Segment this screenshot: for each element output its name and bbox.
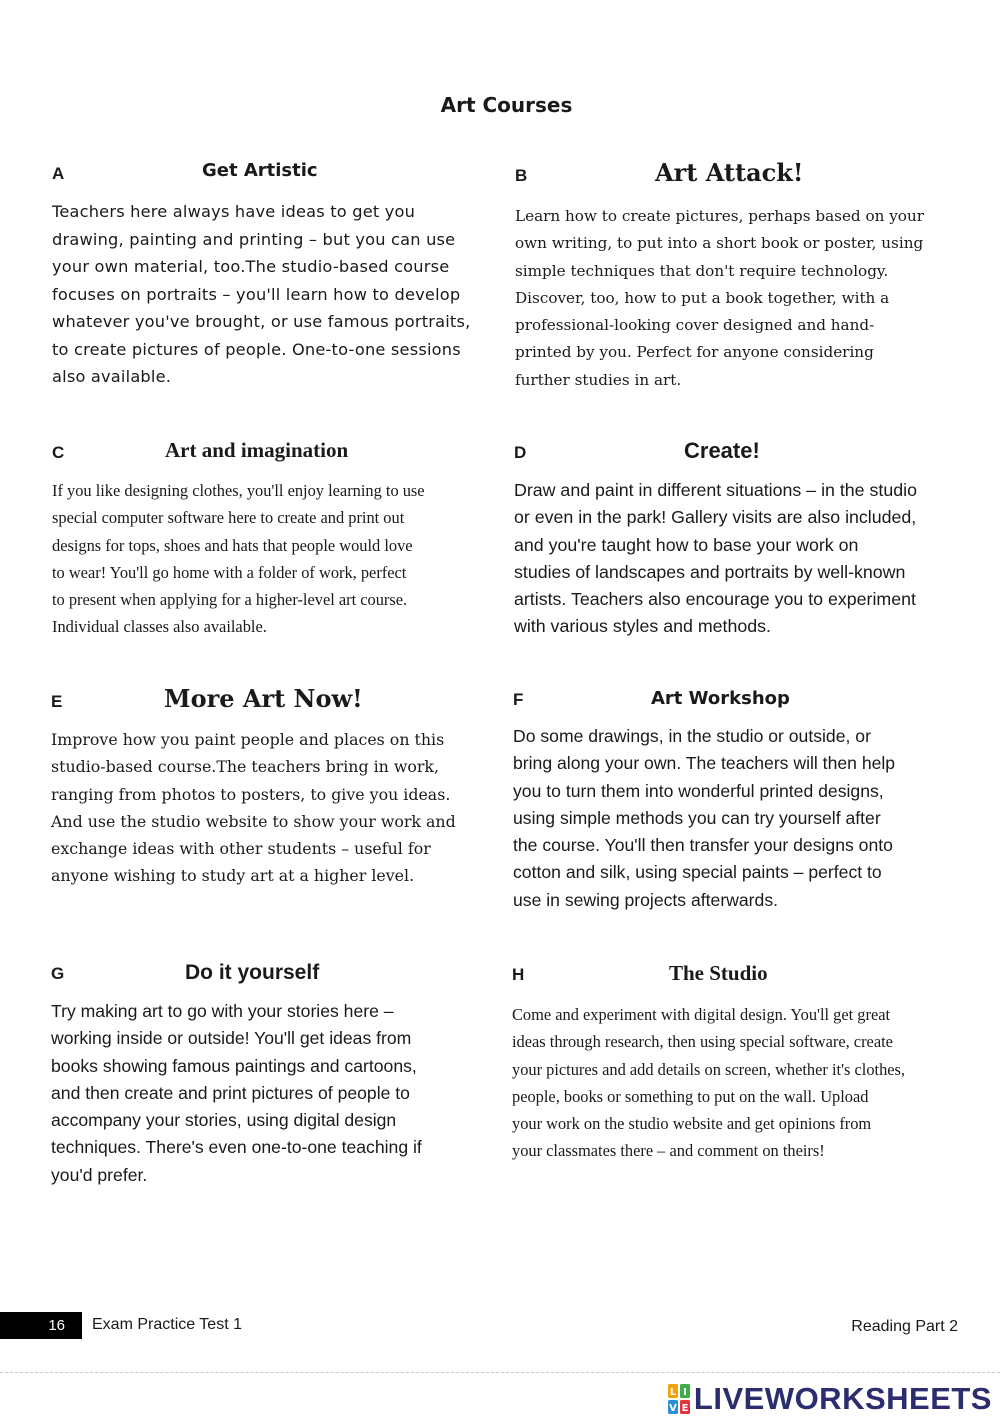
course-title: More Art Now! (164, 684, 363, 713)
description-line: Come and experiment with digital design. You'll get great (512, 1005, 891, 1024)
description-line: anyone wishing to study art at a higher level. (51, 866, 415, 886)
description-line: to wear! You'll go home with a folder of work, perfect (52, 562, 407, 582)
description-line: your pictures and add details on screen, whether it's clothes, (512, 1059, 906, 1079)
description-line: you to turn them into wonderful printed designs, (513, 780, 884, 801)
course-description (514, 477, 944, 641)
description-line: simple techniques that don't require technology. (515, 261, 889, 280)
description-line: using simple methods you can try yourself after (513, 807, 881, 828)
course-header (513, 686, 943, 726)
description-line: Draw and paint in different situations – in the studio (514, 480, 917, 500)
course-b (515, 158, 945, 394)
description-line: studio-based course.The teachers bring in work, (51, 757, 440, 777)
description-line: professional-looking cover designed and hand- (515, 316, 875, 335)
description-line: exchange ideas with other students – useful for (51, 839, 431, 859)
description-line: accompany your stories, using digital design (51, 1110, 397, 1131)
footer-divider (0, 1372, 1000, 1373)
course-title: Art and imagination (165, 438, 349, 462)
description-line: with various styles and methods. (514, 616, 771, 637)
description-line: Teachers here always have ideas to get you (52, 202, 416, 221)
course-d (514, 437, 944, 641)
description-line: designs for tops, shoes and hats that people would love (52, 535, 413, 555)
liveworksheets-logo-icon (668, 1384, 690, 1414)
course-letter: G (51, 964, 65, 983)
description-line: studies of landscapes and portraits by well-known (514, 561, 906, 582)
svg-text:L: L (669, 1387, 677, 1398)
description-line: people, books or something to put on the wall. Upload (512, 1086, 869, 1106)
description-line: ideas through research, then using special software, create (512, 1032, 893, 1052)
course-letter: A (52, 164, 65, 183)
course-h (512, 959, 942, 1165)
course-letter: F (513, 690, 524, 709)
description-line: cotton and silk, using special paints – perfect to (513, 862, 882, 883)
course-description (512, 1001, 942, 1165)
description-line: and you're taught how to base your work on (514, 534, 859, 555)
description-line: Individual classes also available. (52, 617, 267, 637)
description-line: ranging from photos to posters, to give you ideas. (51, 784, 451, 804)
footer-section-label: Reading Part 2 (851, 1318, 958, 1335)
description-line: Discover, too, how to put a book together, with a (515, 288, 890, 307)
course-title: Art Attack! (655, 158, 804, 187)
svg-text:E: E (681, 1403, 689, 1414)
description-line: and then create and print pictures of people to (51, 1082, 410, 1103)
svg-text:I: I (683, 1387, 687, 1398)
course-letter: E (51, 692, 63, 711)
course-title: Art Workshop (651, 688, 790, 709)
description-line: And use the studio website to show your work and (51, 811, 456, 831)
course-header (51, 958, 481, 998)
description-line: drawing, painting and printing – but you can use (52, 229, 456, 249)
description-line: artists. Teachers also encourage you to experiment (514, 589, 916, 610)
course-description (51, 998, 481, 1189)
footer-page-number: 16 (0, 1312, 82, 1339)
svg-text:V: V (669, 1403, 677, 1414)
description-line: working inside or outside! You'll get ideas from (51, 1028, 412, 1049)
course-header (512, 959, 942, 999)
course-title: Do it yourself (185, 961, 320, 984)
description-line: books showing famous paintings and cartoons, (51, 1055, 417, 1076)
course-letter: B (515, 166, 528, 185)
course-header (52, 437, 482, 477)
course-header (52, 158, 482, 198)
description-line: own writing, to put into a short book or poster, using (515, 234, 924, 253)
description-line: Improve how you paint people and places on this (51, 730, 445, 749)
course-letter: H (512, 965, 525, 984)
course-description (52, 198, 482, 391)
description-line: bring along your own. The teachers will then help (513, 753, 896, 774)
footer-test-label: Exam Practice Test 1 (92, 1316, 242, 1333)
course-g (51, 958, 481, 1189)
course-letter: D (514, 443, 527, 462)
description-line: If you like designing clothes, you'll enjoy learning to use (52, 481, 425, 500)
description-line: your own material, too.The studio-based course (52, 257, 450, 276)
course-header (51, 684, 491, 724)
description-line: whatever you've brought, or use famous portraits, (52, 312, 471, 331)
description-line: Do some drawings, in the studio or outside, or (513, 726, 871, 746)
description-line: focuses on portraits – you'll learn how to develop (52, 284, 461, 304)
liveworksheets-brand[interactable] (668, 1380, 992, 1418)
course-title: Create! (684, 438, 760, 463)
course-description (51, 726, 491, 890)
description-line: to create pictures of people. One-to-one sessions (52, 339, 461, 359)
brand-name: LIVEWORKSHEETS (693, 1381, 992, 1416)
course-a (52, 158, 482, 391)
description-line: to present when applying for a higher-level art course. (52, 590, 408, 610)
description-line: also available. (52, 367, 172, 386)
description-line: or even in the park! Gallery visits are also included, (514, 507, 917, 528)
description-line: use in sewing projects afterwards. (513, 889, 779, 910)
course-header (514, 437, 944, 477)
course-description (513, 723, 943, 914)
description-line: you'd prefer. (51, 1164, 148, 1185)
description-line: Learn how to create pictures, perhaps based on your (515, 207, 924, 225)
course-description (515, 203, 945, 394)
course-letter: C (52, 443, 65, 462)
description-line: techniques. There's even one-to-one teaching if (51, 1137, 422, 1158)
course-header (515, 158, 945, 198)
description-line: printed by you. Perfect for anyone considering (515, 343, 874, 362)
course-title: The Studio (669, 961, 768, 985)
description-line: the course. You'll then transfer your designs onto (513, 835, 893, 856)
page-title: Art Courses (440, 93, 573, 117)
description-line: your work on the studio website and get opinions from (512, 1114, 872, 1134)
description-line: your classmates there – and comment on theirs! (512, 1141, 825, 1161)
course-description (52, 477, 482, 641)
course-title: Get Artistic (202, 160, 318, 181)
course-f (513, 686, 943, 914)
course-c (52, 437, 482, 641)
description-line: Try making art to go with your stories here – (51, 1001, 394, 1021)
course-e (51, 684, 491, 890)
description-line: further studies in art. (515, 370, 682, 389)
description-line: special computer software here to create and print out (52, 508, 405, 528)
